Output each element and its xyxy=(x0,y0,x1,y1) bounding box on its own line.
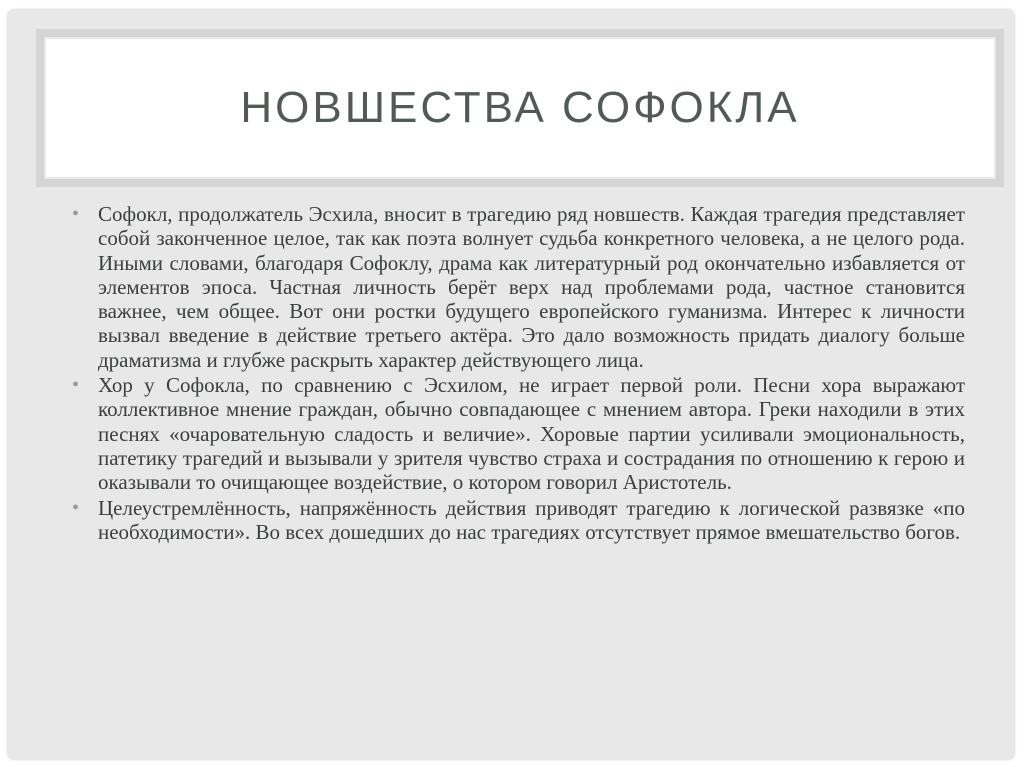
bullet-item xyxy=(72,373,965,494)
bullet-item xyxy=(72,202,965,372)
bullet-item xyxy=(72,496,965,545)
bullet-dot-icon: • xyxy=(72,496,80,519)
bullet-list xyxy=(72,202,965,545)
bullet-text: Хор у Софокла, по сравнению с Эсхилом, не играет первой роли. Песни хора выражают коллективное мнение граждан, обычно совпадающее с мнением автора. Греки находили в этих песнях «очаровательную сладость и величие». Хоровые партии усиливали эмоциональность, патетику трагедий и вызывали у зрителя чувство страха и сострадания по отношению к герою и оказывали то очищающее воздействие, о котором говорил Аристотель. xyxy=(98,373,965,495)
bullet-dot-icon: • xyxy=(72,203,80,225)
bullet-dot-icon: • xyxy=(72,374,80,397)
bullet-text: Софокл, продолжатель Эсхила, вносит в трагедию ряд новшеств. Каждая трагедия представляет собой законченное целое, так как поэта волнует судьба конкретного человека, а не целого рода. Иными словами, благодаря Софоклу, драма как литературный род окончательно избавляется от элементов эпоса. Частная личность берёт верх над проблемами рода, частное становится важнее, чем общее. Вот они ростки будущего европейского гуманизма. Интерес к личности вызвал введение в действие третьего актёра. Это дало возможность придать диалогу больше драматизма и глубже раскрыть характер действующего лица. xyxy=(98,202,965,372)
title-box xyxy=(44,37,996,179)
slide xyxy=(8,10,1014,759)
title-frame xyxy=(36,29,1004,187)
bullet-text: Целеустремлённость, напряжённость действия приводят трагедию к логической развязке «по необходимости». Во всех дошедших до нас трагедиях отсутствует прямое вмешательство богов. xyxy=(98,495,965,544)
slide-title: НОВШЕСТВА СОФОКЛА xyxy=(240,83,800,132)
